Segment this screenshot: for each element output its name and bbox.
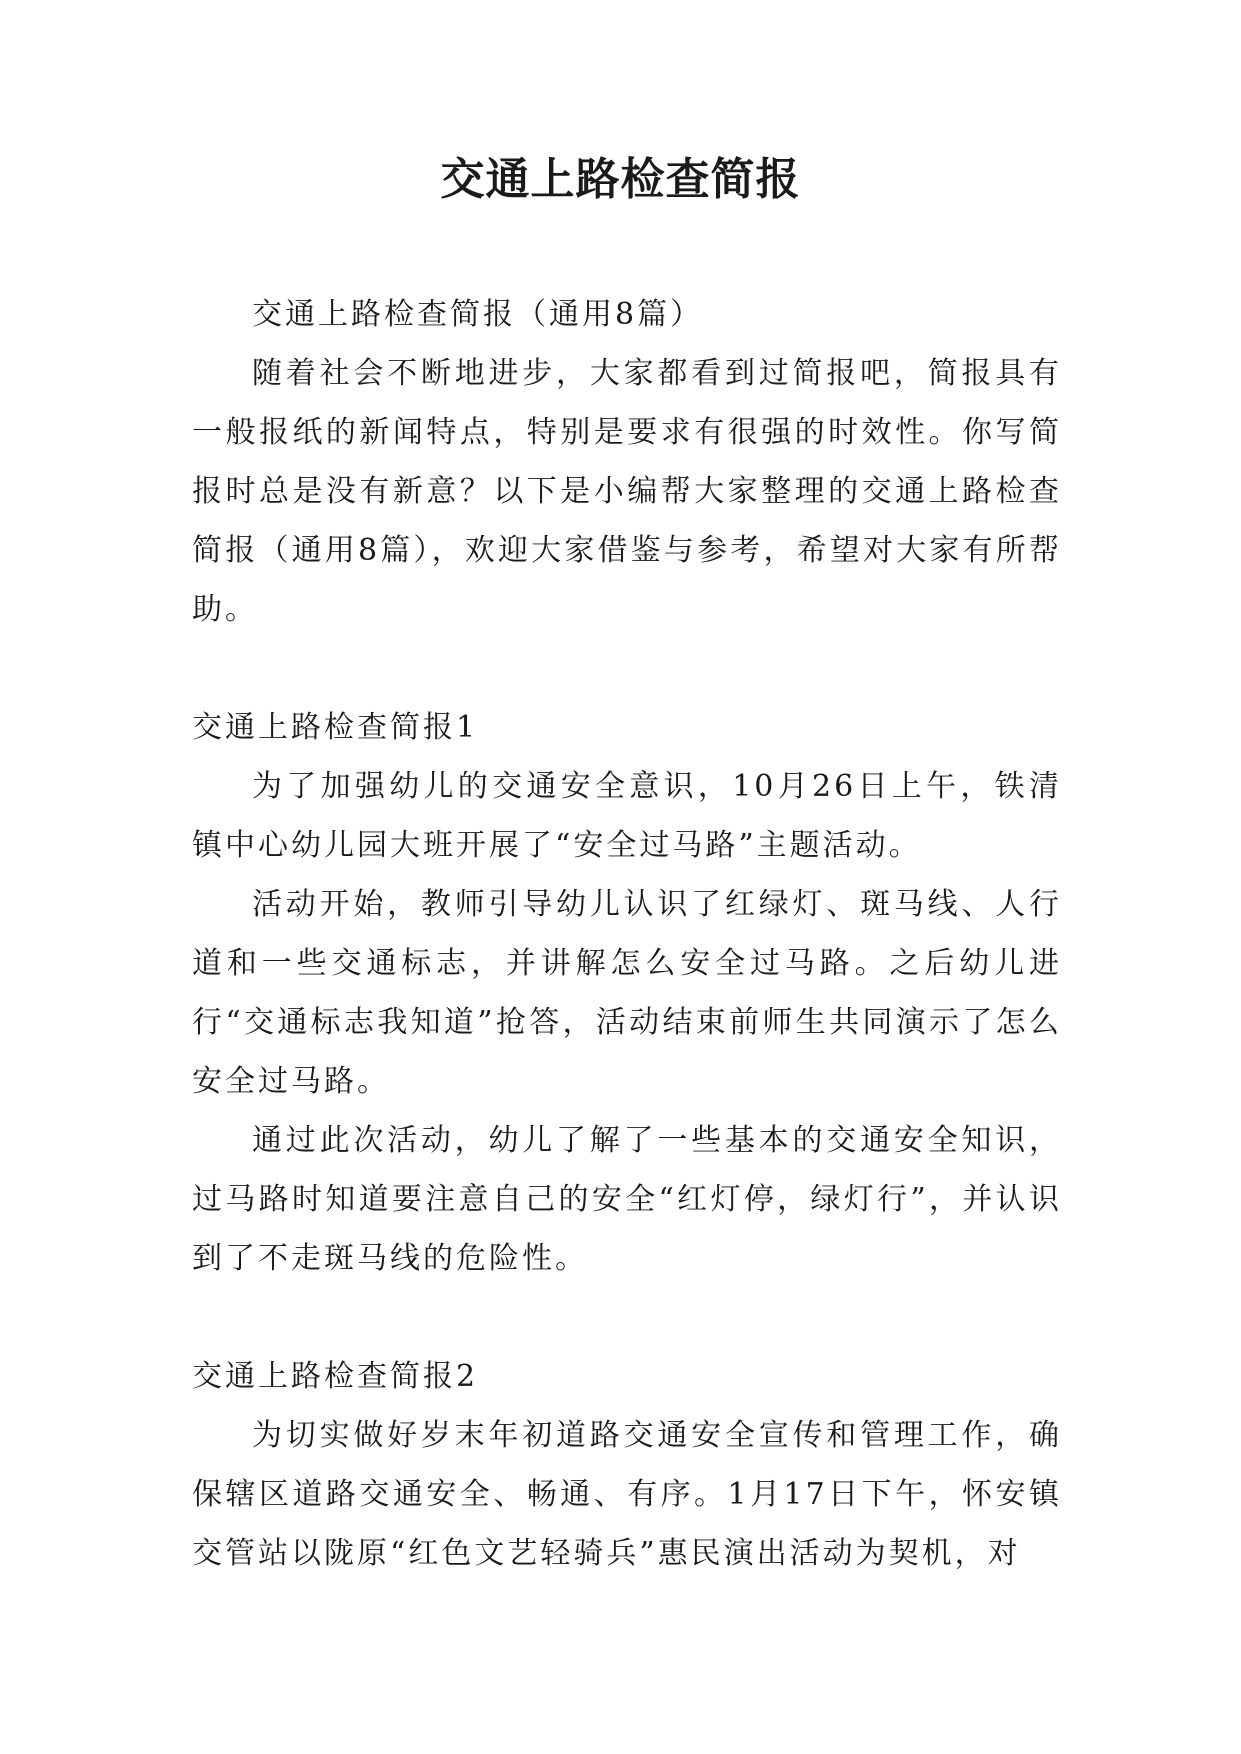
section-1-paragraph-2: 活动开始，教师引导幼儿认识了红绿灯、斑马线、人行道和一些交通标志，并讲解怎么安全过马路。之后幼儿进行“交通标志我知道”抢答，活动结束前师生共同演示了怎么安全过马路。 [192,887,1062,1099]
section-1-heading: 交通上路检查简报1 [192,710,479,745]
section-1-paragraph-3: 通过此次活动，幼儿了解了一些基本的交通安全知识，过马路时知道要注意自己的安全“红灯停，绿灯行”，并认识到了不走斑马线的危险性。 [192,1123,1062,1276]
document-subtitle: 交通上路检查简报（通用8篇） [252,297,704,332]
section-1-paragraph-1: 为了加强幼儿的交通安全意识，10月26日上午，铁清镇中心幼儿园大班开展了“安全过马路”主题活动。 [192,769,1062,863]
section-2-heading: 交通上路检查简报2 [192,1359,479,1394]
document-body [192,285,1062,1583]
section-2-paragraph-1: 为切实做好岁末年初道路交通安全宣传和管理工作，确保辖区道路交通安全、畅通、有序。1月17日下午，怀安镇交管站以陇原“红色文艺轻骑兵”惠民演出活动为契机，对 [192,1418,1062,1571]
document-title: 交通上路检查简报 [440,154,801,205]
intro-paragraph: 随着社会不断地进步，大家都看到过简报吧，简报具有一般报纸的新闻特点，特别是要求有很强的时效性。你写简报时总是没有新意？以下是小编帮大家整理的交通上路检查简报（通用8篇），欢迎大家借鉴与参考，希望对大家有所帮助。 [192,356,1062,627]
